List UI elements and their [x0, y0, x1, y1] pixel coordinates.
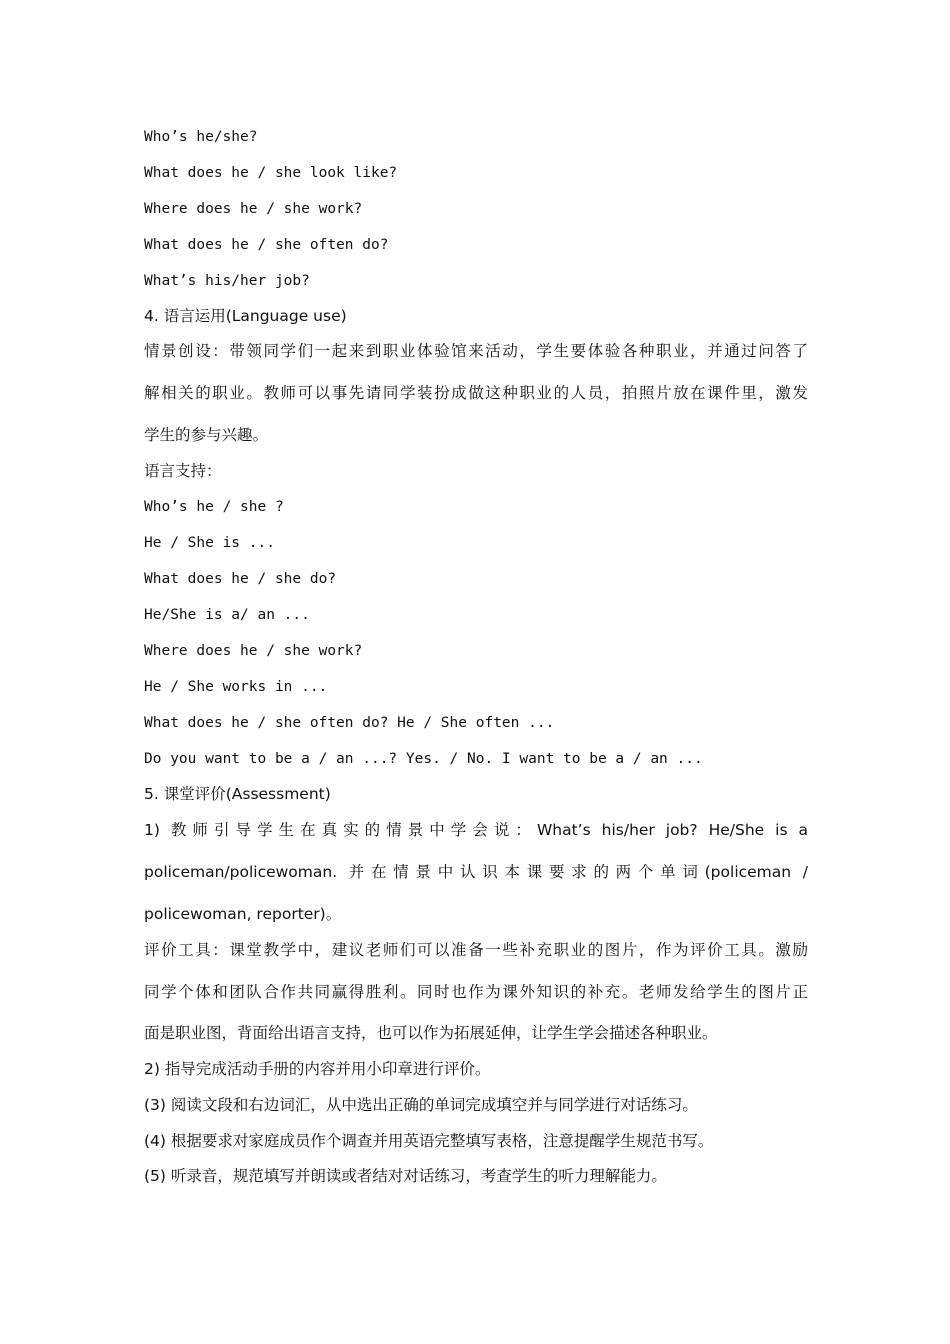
- text-line: Where does he / she work?: [144, 643, 363, 659]
- paragraph-line: 语言支持：: [144, 462, 222, 480]
- paragraph-line: 学生的参与兴趣。: [144, 426, 269, 444]
- text-line: He/She is a/ an ...: [144, 607, 310, 623]
- section-heading: 5. 课堂评价(Assessment): [144, 785, 331, 803]
- list-item: 2) 指导完成活动手册的内容并用小印章进行评价。: [144, 1060, 491, 1078]
- paragraph-line: 评价工具：课堂教学中，建议老师们可以准备一些补充职业的图片，作为评价工具。激励: [144, 941, 808, 959]
- text-line: Who’s he/she?: [144, 129, 258, 145]
- text-line: Do you want to be a / an ...? Yes. / No. I want to be a / an ...: [144, 751, 703, 767]
- paragraph-line: 解相关的职业。教师可以事先请同学装扮成做这种职业的人员，拍照片放在课件里，激发: [144, 384, 808, 402]
- list-item: (4) 根据要求对家庭成员作个调查并用英语完整填写表格，注意提醒学生规范书写。: [144, 1132, 714, 1150]
- text-line: What does he / she do?: [144, 571, 337, 587]
- text-line: What does he / she often do?: [144, 237, 389, 253]
- paragraph-line: policeman/policewoman. 并在情景中认识本课要求的两个单词(policeman /: [144, 863, 808, 881]
- text-line: Who’s he / she ?: [144, 499, 284, 515]
- text-line: What’s his/her job?: [144, 273, 310, 289]
- text-line: Where does he / she work?: [144, 201, 363, 217]
- list-item: (5) 听录音，规范填写并朗读或者结对对话练习，考查学生的听力理解能力。: [144, 1167, 667, 1185]
- paragraph-line: 同学个体和团队合作共同赢得胜利。同时也作为课外知识的补充。老师发给学生的图片正: [144, 983, 808, 1001]
- paragraph-line: 1) 教师引导学生在真实的情景中学会说：What’s his/her job? He/She is a: [144, 821, 808, 839]
- text-line: He / She works in ...: [144, 679, 328, 695]
- text-line: What does he / she look like?: [144, 165, 398, 181]
- section-heading: 4. 语言运用(Language use): [144, 307, 347, 325]
- text-line: What does he / she often do? He / She often ...: [144, 715, 555, 731]
- text-line: He / She is ...: [144, 535, 275, 551]
- list-item: (3) 阅读文段和右边词汇，从中选出正确的单词完成填空并与同学进行对话练习。: [144, 1096, 698, 1114]
- paragraph-line: 情景创设：带领同学们一起来到职业体验馆来活动，学生要体验各种职业，并通过问答了: [144, 342, 808, 360]
- paragraph-line: 面是职业图，背面给出语言支持，也可以作为拓展延伸，让学生学会描述各种职业。: [144, 1024, 718, 1042]
- paragraph-line: policewoman, reporter)。: [144, 905, 342, 923]
